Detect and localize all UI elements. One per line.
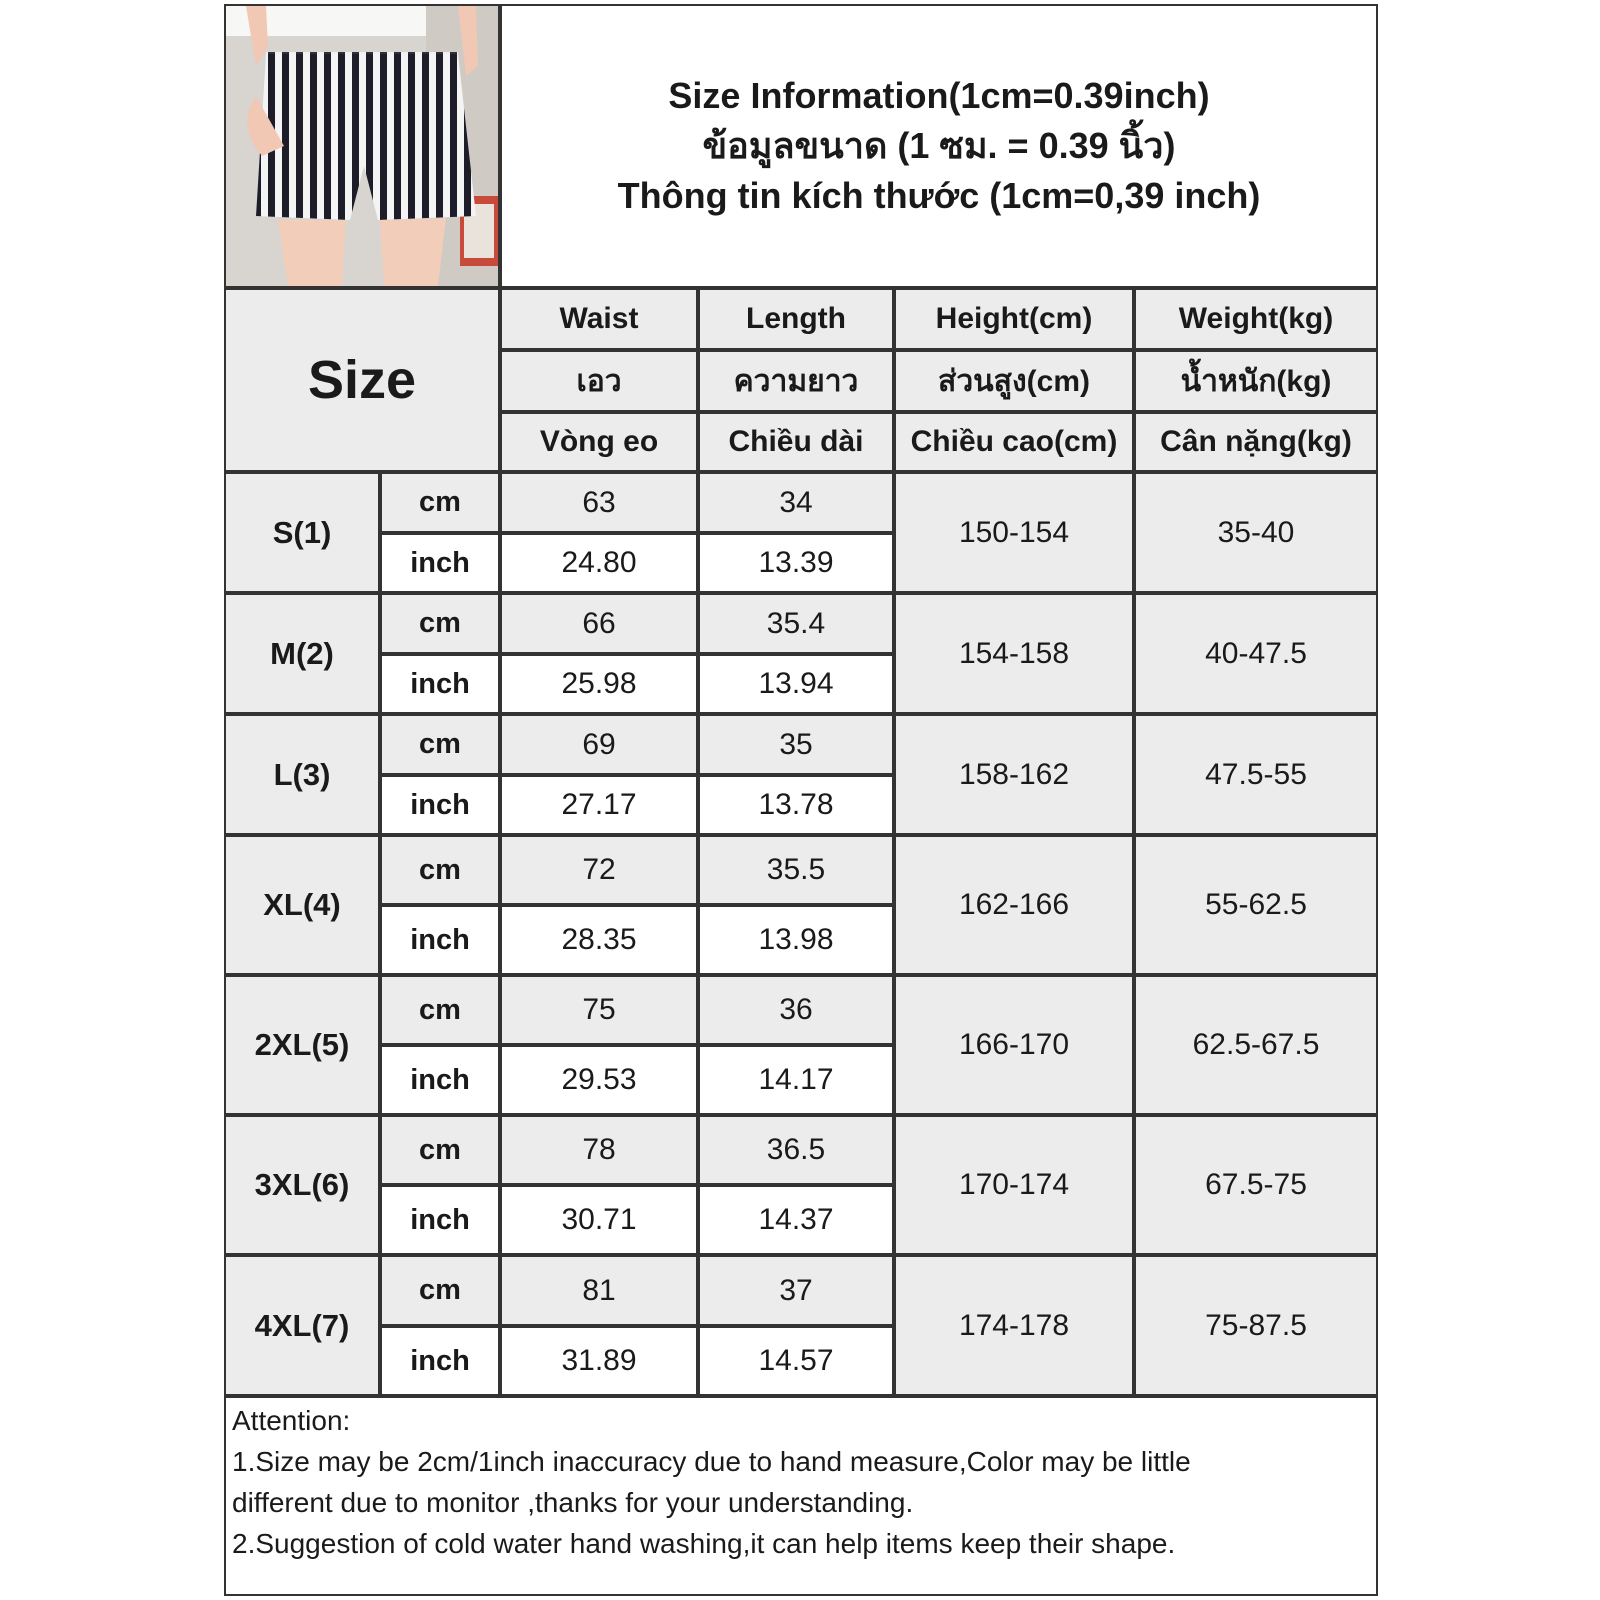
- unit-cm-cell: cm: [380, 1115, 500, 1185]
- unit-cm-cell: cm: [380, 593, 500, 654]
- size-label-cell: 2XL(5): [224, 975, 380, 1115]
- length-cm-cell: 36: [698, 975, 894, 1045]
- col-header-waist-en: Waist: [500, 288, 698, 350]
- length-inch-cell: 14.37: [698, 1185, 894, 1255]
- weight-range-cell: 67.5-75: [1134, 1115, 1378, 1255]
- title-thai: ข้อมูลขนาด (1 ซม. = 0.39 นิ้ว): [702, 125, 1176, 166]
- title-block: [500, 4, 1378, 288]
- waist-cm-cell: 72: [500, 835, 698, 905]
- length-cm-cell: 35.5: [698, 835, 894, 905]
- unit-inch-cell: inch: [380, 1326, 500, 1396]
- unit-inch-cell: inch: [380, 775, 500, 835]
- size-label-cell: S(1): [224, 472, 380, 593]
- weight-range-cell: 35-40: [1134, 472, 1378, 593]
- length-inch-cell: 13.78: [698, 775, 894, 835]
- waist-inch-cell: 29.53: [500, 1045, 698, 1115]
- waist-inch-cell: 27.17: [500, 775, 698, 835]
- col-header-length-th: ความยาว: [698, 350, 894, 412]
- unit-cm-cell: cm: [380, 975, 500, 1045]
- length-inch-cell: 13.39: [698, 533, 894, 593]
- height-range-cell: 166-170: [894, 975, 1134, 1115]
- weight-range-cell: 62.5-67.5: [1134, 975, 1378, 1115]
- waist-inch-cell: 30.71: [500, 1185, 698, 1255]
- weight-range-cell: 75-87.5: [1134, 1255, 1378, 1396]
- col-header-weight-th: น้ำหนัก(kg): [1134, 350, 1378, 412]
- title-vietnamese: Thông tin kích thước (1cm=0,39 inch): [617, 175, 1261, 216]
- waist-cm-cell: 69: [500, 714, 698, 775]
- notes-line-3: 2.Suggestion of cold water hand washing,it can help items keep their shape.: [232, 1528, 1176, 1559]
- unit-cm-cell: cm: [380, 472, 500, 533]
- notes-heading: Attention:: [232, 1405, 351, 1436]
- notes-line-2: different due to monitor ,thanks for your understanding.: [232, 1487, 914, 1518]
- unit-cm-cell: cm: [380, 714, 500, 775]
- height-range-cell: 170-174: [894, 1115, 1134, 1255]
- waist-inch-cell: 24.80: [500, 533, 698, 593]
- waist-inch-cell: 25.98: [500, 654, 698, 714]
- col-header-weight-vi: Cân nặng(kg): [1134, 412, 1378, 472]
- length-cm-cell: 36.5: [698, 1115, 894, 1185]
- length-cm-cell: 35: [698, 714, 894, 775]
- height-range-cell: 162-166: [894, 835, 1134, 975]
- size-label-cell: 3XL(6): [224, 1115, 380, 1255]
- length-inch-cell: 14.57: [698, 1326, 894, 1396]
- height-range-cell: 154-158: [894, 593, 1134, 714]
- weight-range-cell: 40-47.5: [1134, 593, 1378, 714]
- notes-line-1: 1.Size may be 2cm/1inch inaccuracy due to hand measure,Color may be little: [232, 1446, 1191, 1477]
- height-range-cell: 150-154: [894, 472, 1134, 593]
- weight-range-cell: 47.5-55: [1134, 714, 1378, 835]
- waist-inch-cell: 28.35: [500, 905, 698, 975]
- size-label-cell: 4XL(7): [224, 1255, 380, 1396]
- length-cm-cell: 37: [698, 1255, 894, 1326]
- col-header-waist-th: เอว: [500, 350, 698, 412]
- unit-cm-cell: cm: [380, 835, 500, 905]
- unit-inch-cell: inch: [380, 1045, 500, 1115]
- col-header-weight-en: Weight(kg): [1134, 288, 1378, 350]
- size-header: Size: [224, 288, 500, 472]
- size-label-cell: L(3): [224, 714, 380, 835]
- waist-cm-cell: 66: [500, 593, 698, 654]
- waist-inch-cell: 31.89: [500, 1326, 698, 1396]
- title-english: Size Information(1cm=0.39inch): [668, 75, 1210, 116]
- waist-cm-cell: 75: [500, 975, 698, 1045]
- height-range-cell: 174-178: [894, 1255, 1134, 1396]
- col-header-height-th: ส่วนสูง(cm): [894, 350, 1134, 412]
- length-cm-cell: 34: [698, 472, 894, 533]
- col-header-waist-vi: Vòng eo: [500, 412, 698, 472]
- unit-inch-cell: inch: [380, 905, 500, 975]
- waist-cm-cell: 81: [500, 1255, 698, 1326]
- unit-cm-cell: cm: [380, 1255, 500, 1326]
- weight-range-cell: 55-62.5: [1134, 835, 1378, 975]
- col-header-height-vi: Chiều cao(cm): [894, 412, 1134, 472]
- col-header-length-vi: Chiều dài: [698, 412, 894, 472]
- length-cm-cell: 35.4: [698, 593, 894, 654]
- height-range-cell: 158-162: [894, 714, 1134, 835]
- length-inch-cell: 14.17: [698, 1045, 894, 1115]
- size-label-cell: M(2): [224, 593, 380, 714]
- unit-inch-cell: inch: [380, 1185, 500, 1255]
- length-inch-cell: 13.94: [698, 654, 894, 714]
- waist-cm-cell: 63: [500, 472, 698, 533]
- col-header-length-en: Length: [698, 288, 894, 350]
- waist-cm-cell: 78: [500, 1115, 698, 1185]
- size-label-cell: XL(4): [224, 835, 380, 975]
- unit-inch-cell: inch: [380, 533, 500, 593]
- length-inch-cell: 13.98: [698, 905, 894, 975]
- product-photo: [224, 4, 500, 288]
- attention-notes: [224, 1396, 1378, 1596]
- col-header-height-en: Height(cm): [894, 288, 1134, 350]
- unit-inch-cell: inch: [380, 654, 500, 714]
- striped-shorts-image: [226, 6, 498, 286]
